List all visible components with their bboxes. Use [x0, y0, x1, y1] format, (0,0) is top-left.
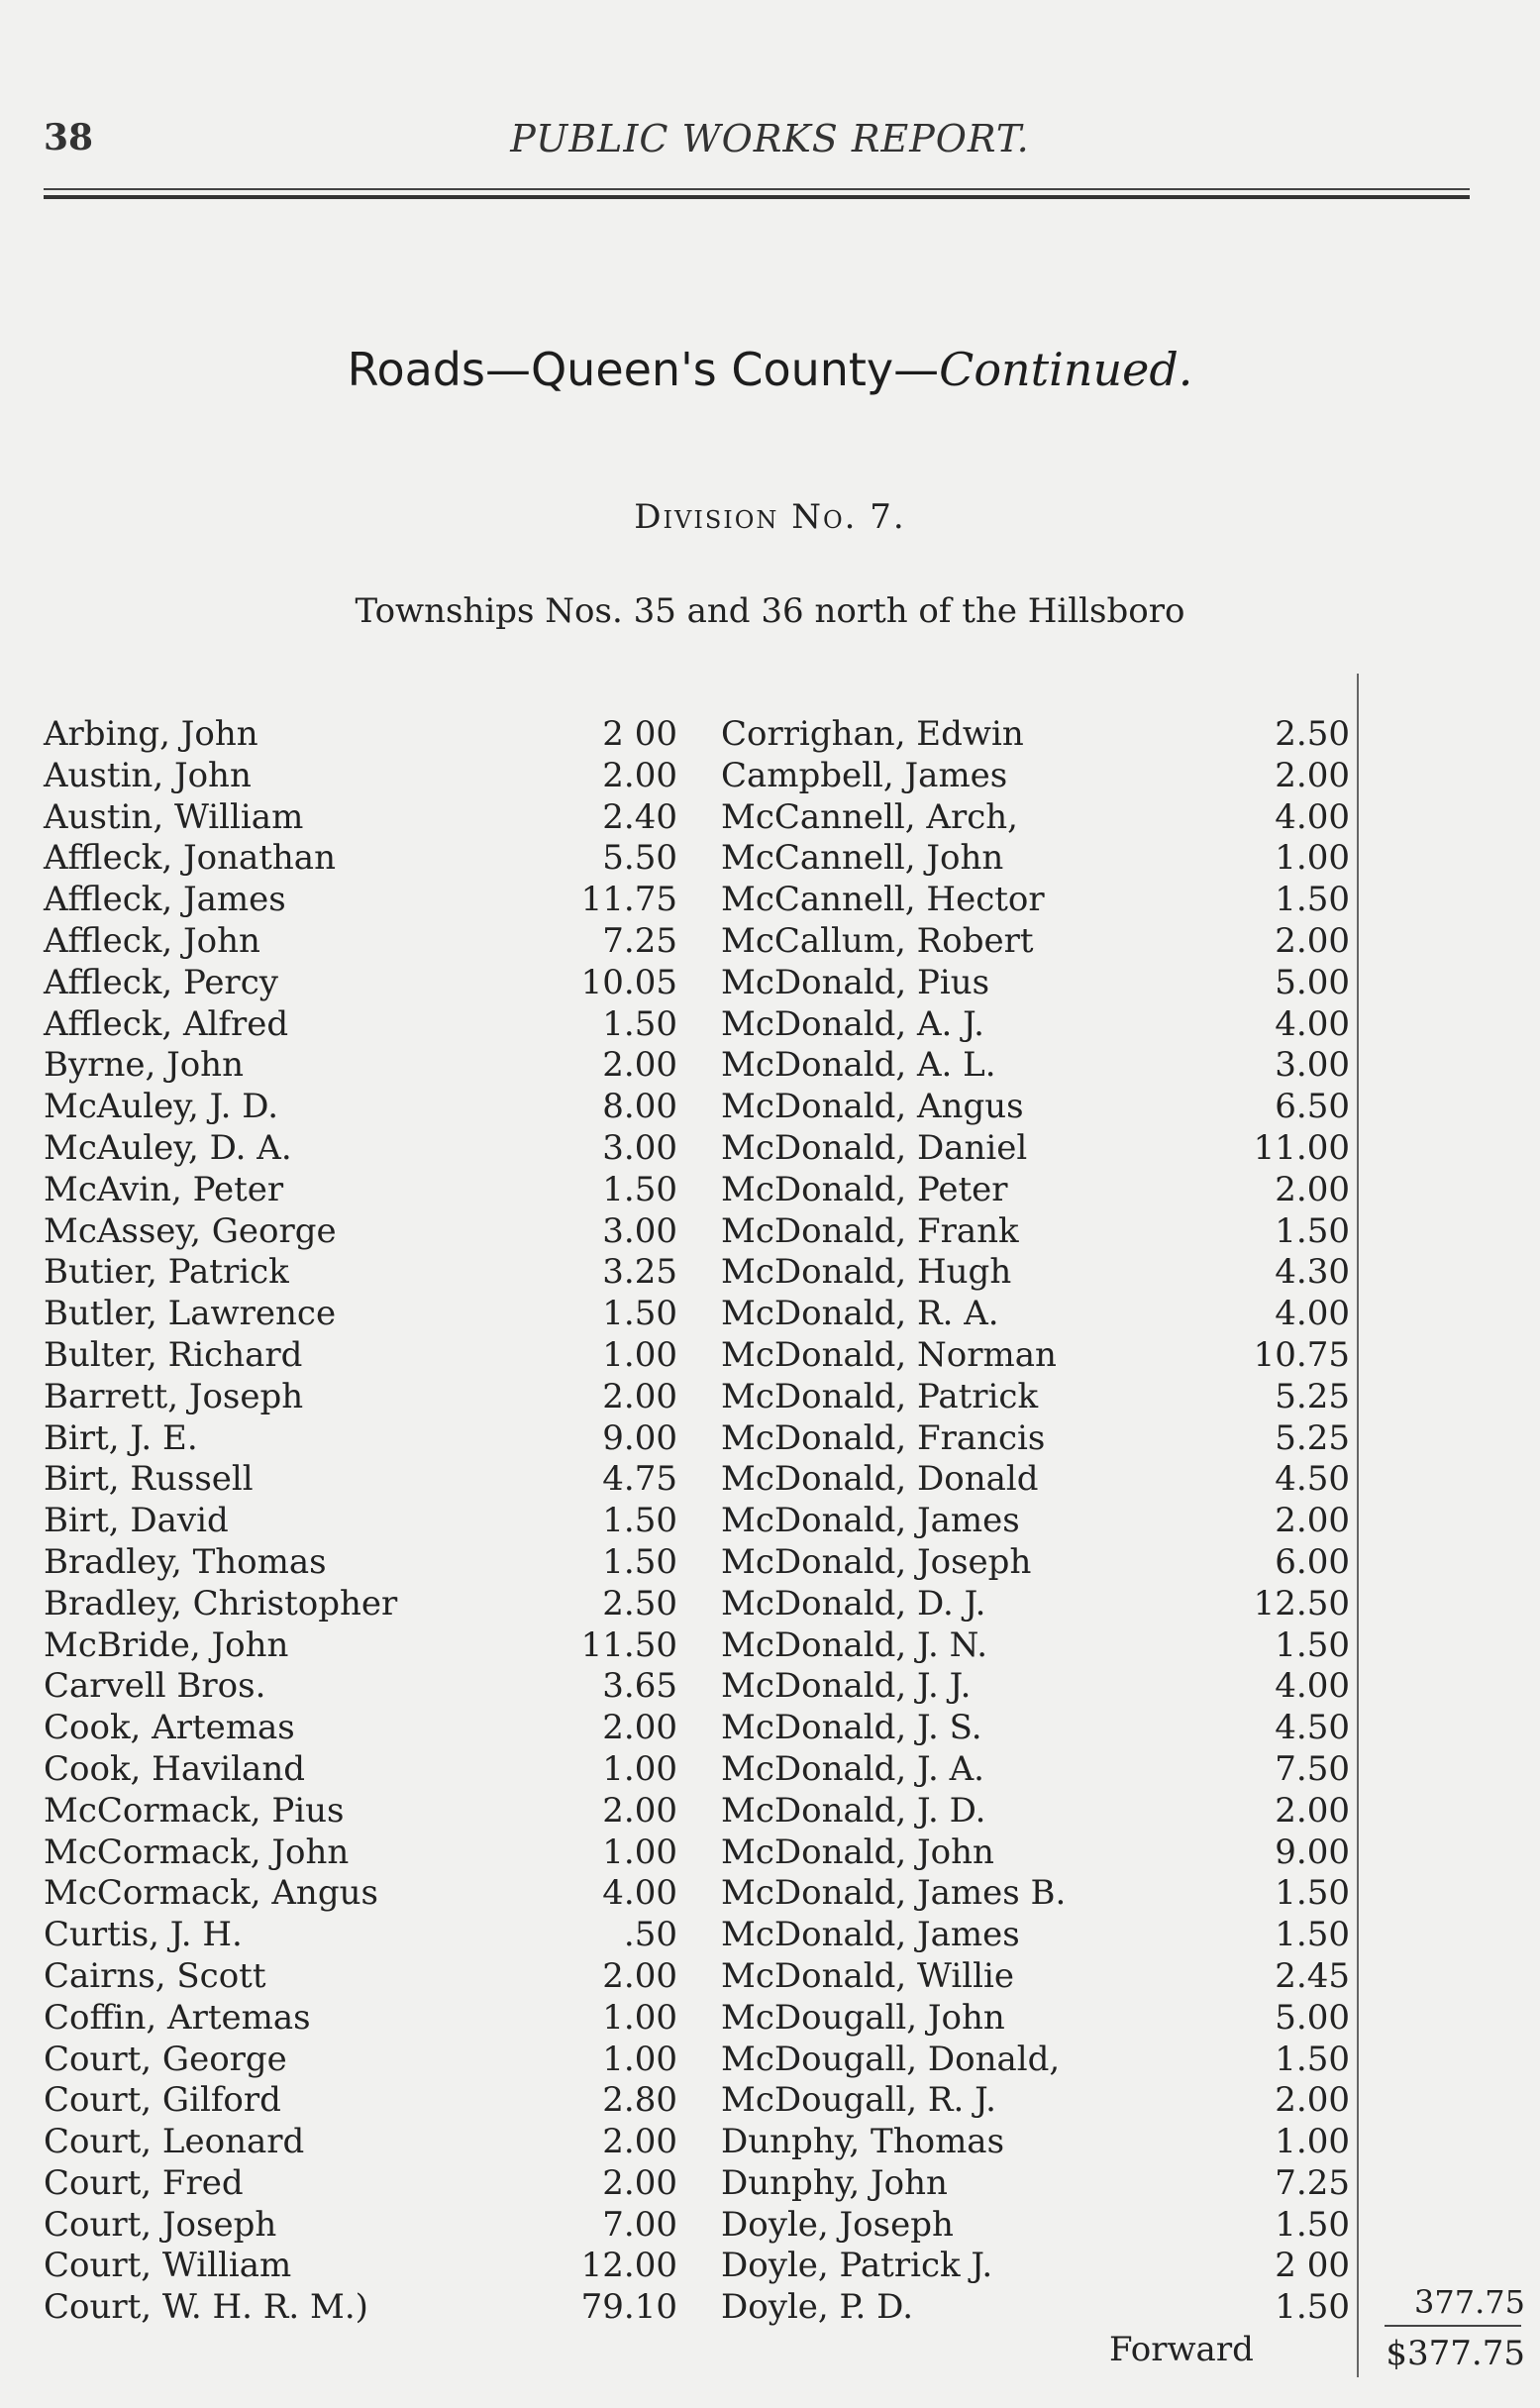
- entry-name: Bradley, Christopher: [44, 1583, 398, 1623]
- entry-name: McDougall, R. J.: [721, 2080, 996, 2121]
- list-item: [44, 2246, 677, 2287]
- entry-name: Butier, Patrick: [44, 1252, 289, 1293]
- entry-amount: 2.00: [602, 2162, 677, 2203]
- entry-amount: 12.00: [580, 2246, 677, 2286]
- list-item: [721, 1584, 1350, 1625]
- entry-name: Birt, J. E.: [44, 1417, 198, 1458]
- townships-subheading: Townships Nos. 35 and 36 north of the Hillsboro: [355, 591, 1185, 631]
- list-item: [44, 1045, 677, 1087]
- entry-amount: 3.00: [602, 1127, 677, 1168]
- entry-amount: 2.50: [1275, 714, 1350, 754]
- entry-name: Birt, Russell: [44, 1459, 254, 1500]
- entry-amount: 10.75: [1253, 1334, 1350, 1375]
- entry-amount: 1.50: [1275, 880, 1350, 920]
- entry-amount: 1.50: [1275, 2204, 1350, 2245]
- entry-name: McDonald, A. L.: [721, 1045, 996, 1086]
- list-item: [44, 2205, 677, 2247]
- entry-name: McDonald, Donald: [721, 1459, 1039, 1500]
- entry-amount: 4.00: [1275, 796, 1350, 837]
- entry-name: McDonald, James: [721, 1501, 1020, 1541]
- list-item: [721, 2040, 1350, 2081]
- entry-name: McCannell, John: [721, 838, 1004, 879]
- entry-amount: 5.00: [1275, 1997, 1350, 2038]
- entry-name: Affleck, John: [44, 920, 260, 961]
- list-item: [44, 714, 677, 756]
- entry-amount: 1.50: [602, 1501, 677, 1541]
- entry-amount: 2.00: [602, 1045, 677, 1086]
- entry-name: McDonald, D. J.: [721, 1583, 986, 1623]
- list-item: [44, 1708, 677, 1749]
- forward-label: Forward: [1109, 2330, 1254, 2369]
- entry-name: McDonald, Peter: [721, 1169, 1008, 1209]
- entry-amount: 1.00: [1275, 2122, 1350, 2162]
- entry-amount: 9.00: [602, 1417, 677, 1458]
- entry-amount: 2.00: [1275, 1169, 1350, 1209]
- entry-amount: 7.25: [1275, 2162, 1350, 2203]
- entry-amount: 2.50: [602, 1583, 677, 1623]
- entry-amount: 1.50: [1275, 2039, 1350, 2079]
- entry-amount: 4.50: [1275, 1459, 1350, 1500]
- entry-amount: 4.00: [1275, 1294, 1350, 1334]
- entry-amount: 12.50: [1253, 1583, 1350, 1623]
- entry-name: McDougall, Donald,: [721, 2039, 1061, 2079]
- entry-amount: 4.00: [602, 1873, 677, 1914]
- list-item: [721, 2246, 1350, 2287]
- entry-name: McCormack, Pius: [44, 1790, 345, 1831]
- list-item: [721, 1418, 1350, 1460]
- section-title-main: Roads—Queen's County—: [347, 343, 940, 396]
- forward-total: $377.75: [1386, 2334, 1525, 2373]
- entry-name: McDonald, John: [721, 1832, 994, 1872]
- division-heading: Division No. 7.: [634, 497, 906, 537]
- entry-amount: 5.50: [602, 838, 677, 879]
- list-item: [721, 1170, 1350, 1211]
- list-item: [721, 1998, 1350, 2040]
- list-item: [44, 797, 677, 839]
- list-item: [44, 1584, 677, 1625]
- entry-name: Dunphy, Thomas: [721, 2122, 1005, 2162]
- list-item: [721, 1501, 1350, 1542]
- entry-name: McCannell, Arch,: [721, 796, 1018, 837]
- entry-name: Coffin, Artemas: [44, 1997, 311, 2038]
- list-item: [44, 1459, 677, 1501]
- entry-name: McDonald, Willie: [721, 1955, 1014, 1996]
- list-item: [44, 2163, 677, 2205]
- entry-amount: 11.00: [1253, 1127, 1350, 1168]
- entry-amount: 1.00: [602, 1997, 677, 2038]
- entry-amount: 4.00: [1275, 1666, 1350, 1707]
- header-rule-thick: [44, 195, 1470, 199]
- entry-name: McCormack, John: [44, 1832, 350, 1872]
- list-item: [44, 1170, 677, 1211]
- entry-amount: 5.00: [1275, 962, 1350, 1002]
- list-item: [44, 1004, 677, 1046]
- entry-amount: 11.75: [580, 880, 677, 920]
- entry-amount: 7.00: [602, 2204, 677, 2245]
- entry-amount: 8.00: [602, 1087, 677, 1127]
- entry-amount: 7.25: [602, 920, 677, 961]
- entry-name: Barrett, Joseph: [44, 1376, 304, 1416]
- section-title: [0, 343, 1540, 396]
- entry-name: Doyle, Joseph: [721, 2204, 954, 2245]
- entry-amount: 1.50: [1275, 1873, 1350, 1914]
- entry-name: Affleck, Alfred: [44, 1003, 289, 1044]
- column-divider-rule: [1357, 674, 1359, 2377]
- entry-amount: 2.00: [1275, 755, 1350, 795]
- entry-amount: 10.05: [580, 962, 677, 1002]
- list-item: [721, 1915, 1350, 1956]
- entry-name: Campbell, James: [721, 755, 1008, 795]
- list-item: [44, 1501, 677, 1542]
- section-title-continued: Continued.: [939, 343, 1193, 396]
- entry-amount: 2.00: [602, 1955, 677, 1996]
- list-item: [44, 1542, 677, 1584]
- list-item: [44, 880, 677, 921]
- list-item: [44, 1211, 677, 1253]
- list-item: [721, 2205, 1350, 2247]
- list-item: [721, 1252, 1350, 1294]
- entry-amount: 2 00: [602, 714, 677, 754]
- entry-amount: 3.25: [602, 1252, 677, 1293]
- entry-amount: 1.00: [602, 1748, 677, 1789]
- list-item: [721, 2080, 1350, 2122]
- list-item: [44, 1749, 677, 1791]
- entry-name: Affleck, Jonathan: [44, 838, 336, 879]
- entry-amount: 2.00: [602, 1790, 677, 1831]
- list-item: [721, 1873, 1350, 1915]
- entry-amount: 3.65: [602, 1666, 677, 1707]
- entry-name: Cook, Artemas: [44, 1708, 295, 1748]
- entry-name: Corrighan, Edwin: [721, 714, 1024, 754]
- list-item: [721, 1045, 1350, 1087]
- entry-amount: 4.75: [602, 1459, 677, 1500]
- entry-name: McCormack, Angus: [44, 1873, 378, 1914]
- entry-name: Court, George: [44, 2039, 287, 2079]
- list-item: [44, 1377, 677, 1418]
- entry-amount: 1.50: [602, 1003, 677, 1044]
- entry-name: McDonald, J. D.: [721, 1790, 986, 1831]
- entry-name: McDougall, John: [721, 1997, 1005, 2038]
- list-item: [44, 2040, 677, 2081]
- list-item: [721, 714, 1350, 756]
- list-item: [721, 838, 1350, 880]
- list-item: [721, 963, 1350, 1004]
- entry-name: Austin, John: [44, 755, 252, 795]
- entry-name: McDonald, J. N.: [721, 1624, 987, 1665]
- entry-name: Byrne, John: [44, 1045, 244, 1086]
- list-item: [721, 1128, 1350, 1170]
- entry-name: McAssey, George: [44, 1210, 337, 1251]
- list-item: [721, 2163, 1350, 2205]
- list-item: [721, 2122, 1350, 2163]
- entry-amount: 6.00: [1275, 1541, 1350, 1582]
- entry-amount: 2.00: [602, 1708, 677, 1748]
- right-entries-list: [721, 714, 1350, 2329]
- list-item: [44, 1791, 677, 1832]
- entry-name: Court, Fred: [44, 2162, 244, 2203]
- entry-amount: 2.40: [602, 796, 677, 837]
- entry-amount: 2.00: [602, 2122, 677, 2162]
- list-item: [44, 1998, 677, 2040]
- list-item: [721, 1335, 1350, 1377]
- list-item: [44, 963, 677, 1004]
- entry-name: Affleck, Percy: [44, 962, 278, 1002]
- entry-amount: 2.00: [1275, 1501, 1350, 1541]
- entry-name: Arbing, John: [44, 714, 258, 754]
- page-number: 38: [44, 117, 94, 158]
- list-item: [721, 880, 1350, 921]
- entry-name: Cook, Haviland: [44, 1748, 305, 1789]
- entry-name: McDonald, Patrick: [721, 1376, 1039, 1416]
- list-item: [44, 1335, 677, 1377]
- list-item: [44, 1252, 677, 1294]
- entry-amount: 4.30: [1275, 1252, 1350, 1293]
- list-item: [44, 1666, 677, 1708]
- list-item: [44, 1294, 677, 1335]
- list-item: [44, 1915, 677, 1956]
- entry-name: McDonald, Hugh: [721, 1252, 1012, 1293]
- list-item: [44, 2287, 677, 2329]
- entry-name: Curtis, J. H.: [44, 1915, 243, 1955]
- entry-amount: 2.00: [602, 1376, 677, 1416]
- list-item: [44, 756, 677, 797]
- list-item: [44, 1087, 677, 1128]
- list-item: [721, 1832, 1350, 1874]
- list-item: [721, 1459, 1350, 1501]
- entry-name: McAuley, D. A.: [44, 1127, 292, 1168]
- entry-name: McDonald, J. A.: [721, 1748, 984, 1789]
- entry-amount: 11.50: [580, 1624, 677, 1665]
- entry-amount: 1.50: [602, 1294, 677, 1334]
- list-item: [44, 1873, 677, 1915]
- list-item: [721, 1211, 1350, 1253]
- entry-name: Court, William: [44, 2246, 292, 2286]
- list-item: [44, 2122, 677, 2163]
- list-item: [44, 1128, 677, 1170]
- entry-name: Bulter, Richard: [44, 1334, 303, 1375]
- entry-amount: 5.25: [1275, 1376, 1350, 1416]
- list-item: [721, 1377, 1350, 1418]
- list-item: [721, 1956, 1350, 1998]
- entry-name: McCallum, Robert: [721, 920, 1034, 961]
- entry-amount: 1.50: [602, 1541, 677, 1582]
- entry-name: McDonald, Frank: [721, 1210, 1019, 1251]
- entry-name: McDonald, Joseph: [721, 1541, 1032, 1582]
- entry-name: McDonald, Francis: [721, 1417, 1046, 1458]
- entry-amount: 2.00: [1275, 2080, 1350, 2121]
- list-item: [721, 1749, 1350, 1791]
- entry-amount: 2.00: [1275, 920, 1350, 961]
- left-entries-list: [44, 714, 677, 2329]
- list-item: [721, 1004, 1350, 1046]
- entry-name: McDonald, J. S.: [721, 1708, 982, 1748]
- entry-name: Court, Joseph: [44, 2204, 277, 2245]
- entry-name: Court, Leonard: [44, 2122, 305, 2162]
- entry-amount: 6.50: [1275, 1087, 1350, 1127]
- entry-name: McDonald, Daniel: [721, 1127, 1028, 1168]
- entry-name: Dunphy, John: [721, 2162, 948, 2203]
- entry-name: Butler, Lawrence: [44, 1294, 337, 1334]
- entry-name: Doyle, Patrick J.: [721, 2246, 993, 2286]
- entry-amount: 4.00: [1275, 1003, 1350, 1044]
- entry-name: McDonald, A. J.: [721, 1003, 984, 1044]
- entry-name: McDonald, R. A.: [721, 1294, 999, 1334]
- entry-amount: 3.00: [1275, 1045, 1350, 1086]
- entry-amount: 2 00: [1275, 2246, 1350, 2286]
- list-item: [44, 1832, 677, 1874]
- entry-name: Birt, David: [44, 1501, 229, 1541]
- list-item: [721, 921, 1350, 963]
- entry-amount: 2.00: [602, 755, 677, 795]
- entry-name: McCannell, Hector: [721, 880, 1045, 920]
- entry-name: McAuley, J. D.: [44, 1087, 279, 1127]
- entry-name: McDonald, J. J.: [721, 1666, 972, 1707]
- running-head: PUBLIC WORKS REPORT.: [510, 117, 1030, 160]
- list-item: [721, 1666, 1350, 1708]
- entry-amount: 1.50: [602, 1169, 677, 1209]
- total-rule: [1385, 2325, 1521, 2327]
- entry-name: McDonald, Norman: [721, 1334, 1057, 1375]
- list-item: [721, 1087, 1350, 1128]
- list-item: [721, 797, 1350, 839]
- list-item: [44, 921, 677, 963]
- entry-amount: 1.50: [1275, 1915, 1350, 1955]
- entry-name: Affleck, James: [44, 880, 286, 920]
- entry-name: Cairns, Scott: [44, 1955, 266, 1996]
- entry-amount: 1.50: [1275, 1624, 1350, 1665]
- entry-amount: 2.00: [1275, 1790, 1350, 1831]
- column-total: 377.75: [1414, 2283, 1525, 2321]
- entry-name: Court, W. H. R. M.): [44, 2287, 368, 2328]
- entry-amount: 9.00: [1275, 1832, 1350, 1872]
- list-item: [721, 1625, 1350, 1667]
- entry-name: McDonald, James B.: [721, 1873, 1067, 1914]
- list-item: [44, 1956, 677, 1998]
- list-item: [44, 2080, 677, 2122]
- entry-name: McDonald, James: [721, 1915, 1020, 1955]
- entry-name: Doyle, P. D.: [721, 2287, 914, 2328]
- entry-amount: 1.00: [602, 1832, 677, 1872]
- entry-amount: 5.25: [1275, 1417, 1350, 1458]
- list-item: [721, 1708, 1350, 1749]
- entry-amount: 1.50: [1275, 1210, 1350, 1251]
- entry-name: McDonald, Angus: [721, 1087, 1024, 1127]
- entry-amount: 4.50: [1275, 1708, 1350, 1748]
- list-item: [721, 2287, 1350, 2329]
- list-item: [721, 1791, 1350, 1832]
- entry-amount: 1.00: [1275, 838, 1350, 879]
- list-item: [721, 1294, 1350, 1335]
- entry-name: Bradley, Thomas: [44, 1541, 327, 1582]
- header-rule-thin: [44, 188, 1470, 190]
- entry-amount: 1.50: [1275, 2287, 1350, 2328]
- list-item: [44, 1625, 677, 1667]
- entry-amount: .50: [623, 1915, 677, 1955]
- list-item: [721, 756, 1350, 797]
- entry-amount: 7.50: [1275, 1748, 1350, 1789]
- entry-name: McBride, John: [44, 1624, 289, 1665]
- list-item: [44, 1418, 677, 1460]
- entry-name: Carvell Bros.: [44, 1666, 266, 1707]
- entry-name: Austin, William: [44, 796, 304, 837]
- entry-name: McAvin, Peter: [44, 1169, 284, 1209]
- entry-name: McDonald, Pius: [721, 962, 990, 1002]
- entry-amount: 79.10: [580, 2287, 677, 2328]
- entry-amount: 2.45: [1275, 1955, 1350, 1996]
- entry-amount: 3.00: [602, 1210, 677, 1251]
- entry-amount: 1.00: [602, 2039, 677, 2079]
- list-item: [721, 1542, 1350, 1584]
- list-item: [44, 838, 677, 880]
- entry-name: Court, Gilford: [44, 2080, 281, 2121]
- entry-amount: 1.00: [602, 1334, 677, 1375]
- entry-amount: 2.80: [602, 2080, 677, 2121]
